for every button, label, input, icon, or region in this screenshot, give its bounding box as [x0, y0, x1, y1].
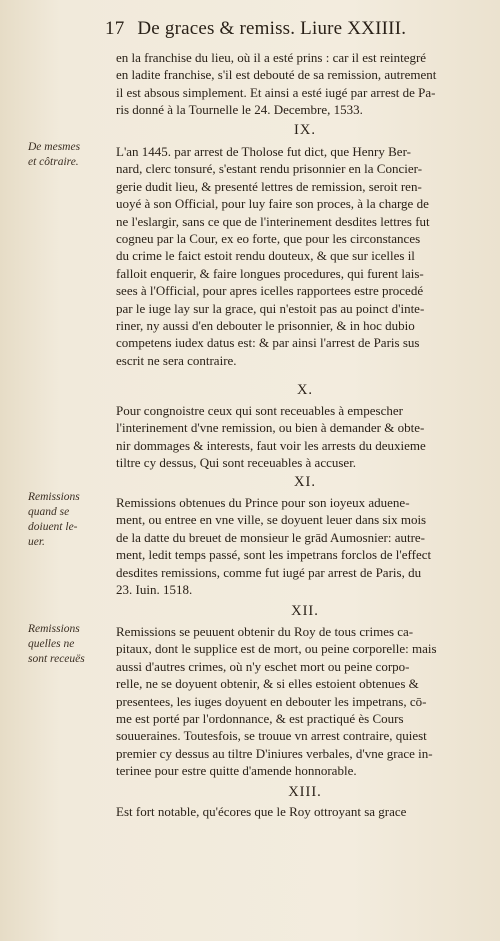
text-line: par le iuge lay sur la grace, qui n'estoit pas au poinct d'inte- [116, 300, 425, 316]
text-line: il est absous simplement. Et ainsi a esté iugé par arrest de Pa- [116, 84, 436, 100]
text-line: presentees, les iuges doyuent en debouter les impetrans, cō- [116, 693, 427, 709]
text-line: nard, clerc tonsuré, s'estant rendu prisonnier en la Concier- [116, 161, 423, 177]
text-line: de la datte du breuet de monsieur le grād Aumosnier: autre- [116, 529, 426, 545]
text-line: L'an 1445. par arrest de Tholose fut dict, que Henry Ber- [116, 144, 411, 159]
text-line: nir dommages & interests, faut voir les arrests du deuxieme [116, 437, 426, 453]
text-line: uoyé à son Official, pour luy faire son proces, à la charge de [116, 196, 429, 212]
section-heading-xii: XII. [291, 603, 319, 619]
text-line: relle, ne se doyuent obtenir, & si elles estoient obtenues & [116, 676, 419, 692]
text-line: souueraines. Toutesfois, se trouue vn arrest contraire, quiest [116, 728, 427, 744]
text-line: ris donné à la Tournelle le 24. Decembre, 1533. [116, 102, 363, 118]
text-line: escrit ne sera contraire. [116, 352, 237, 368]
paragraph-xi [116, 494, 494, 598]
text-line: cogneu par la Cour, ex eo forte, que pour les circonstances [116, 231, 421, 247]
text-line: ne l'eslargir, sans ce que de l'interinement desdites lettres fut [116, 213, 430, 229]
margin-note-line: Remissions [28, 623, 80, 635]
running-header [105, 18, 495, 44]
margin-note-line: De mesmes [28, 141, 81, 153]
paragraph-xiii [116, 803, 494, 820]
text-line: me est porté par l'ordonnance, & est practiqué ès Cours [116, 711, 404, 727]
section-heading-xi: XI. [294, 474, 316, 490]
paragraph-ix [116, 143, 494, 369]
margin-note-line: uer. [28, 536, 45, 548]
page-number: 17 [105, 18, 125, 39]
text-line: terinee pour estre quitte d'amende honnorable. [116, 763, 357, 779]
text-line: l'interinement d'vne remission, ou bien à demander & obte- [116, 420, 425, 436]
text-line: en ladite franchise, s'il est debouté de sa remission, autrement [116, 67, 437, 83]
margin-note-line: sont receuës [28, 653, 85, 665]
continuation-paragraph [116, 49, 494, 119]
margin-note-xii [28, 622, 110, 667]
text-line: 23. Iuin. 1518. [116, 582, 193, 598]
section-heading-x: X. [296, 382, 314, 398]
text-line: riner, ny aussi d'en debouter le prisonnier, & in hoc dubio [116, 318, 415, 334]
section-heading-ix: IX. [294, 122, 316, 138]
margin-note-line: et côtraire. [28, 156, 79, 168]
paragraph-xii [116, 623, 494, 780]
margin-note-line: Remissions [28, 491, 80, 503]
text-line: Remissions se peuuent obtenir du Roy de tous crimes ca- [116, 624, 414, 639]
margin-note-line: quelles ne [28, 638, 75, 650]
text-line: gerie dudit lieu, & presenté lettres de remission, seroit ren- [116, 178, 422, 194]
text-line: falloit enquerir, & faire longues procedures, qui furent lais- [116, 265, 424, 281]
paragraph-x [116, 402, 494, 472]
text-line: pitaux, dont le supplice est de mort, ou peine corporelle: mais [116, 641, 437, 657]
margin-note-ix [28, 140, 110, 170]
running-title: De graces & remiss. Liure XXIIII. [137, 18, 407, 39]
text-line: premier cy dessus au tiltre D'iniures verbales, d'vne grace in- [116, 745, 433, 761]
margin-note-line: quand se [28, 506, 70, 518]
margin-note-xi [28, 490, 110, 550]
text-line: tiltre cy dessus, Qui sont receuables à accuser. [116, 455, 357, 471]
text-line: Pour congnoistre ceux qui sont receuables à empescher [116, 403, 403, 418]
text-line: Est fort notable, qu'écores que le Roy ottroyant sa grace [116, 804, 407, 819]
text-line: competens iudex datus est: & par ainsi l'arrest de Paris sus [116, 335, 420, 351]
section-heading-xiii: XIII. [288, 784, 322, 800]
text-line: du crime le faict estoit rendu douteux, & que sur icelles il [116, 248, 415, 264]
text-line: sees à l'Official, pour apres icelles rapportees estre procedé [116, 283, 424, 299]
text-line: desdites remissions, comme fut iugé par arrest de Paris, du [116, 564, 422, 580]
text-line: en la franchise du lieu, où il a esté prins : car il est reintegré [116, 50, 427, 65]
text-line: aussi d'autres crimes, où n'y eschet mort ou peine corpo- [116, 658, 410, 674]
text-line: Remissions obtenues du Prince pour son ioyeux aduene- [116, 495, 410, 510]
text-line: ment, ledit temps passé, sont les impetrans forclos de l'effect [116, 547, 432, 563]
text-line: ment, ou entree en vne ville, se doyuent leuer dans six mois [116, 512, 427, 528]
margin-note-line: doiuent le- [28, 521, 78, 533]
